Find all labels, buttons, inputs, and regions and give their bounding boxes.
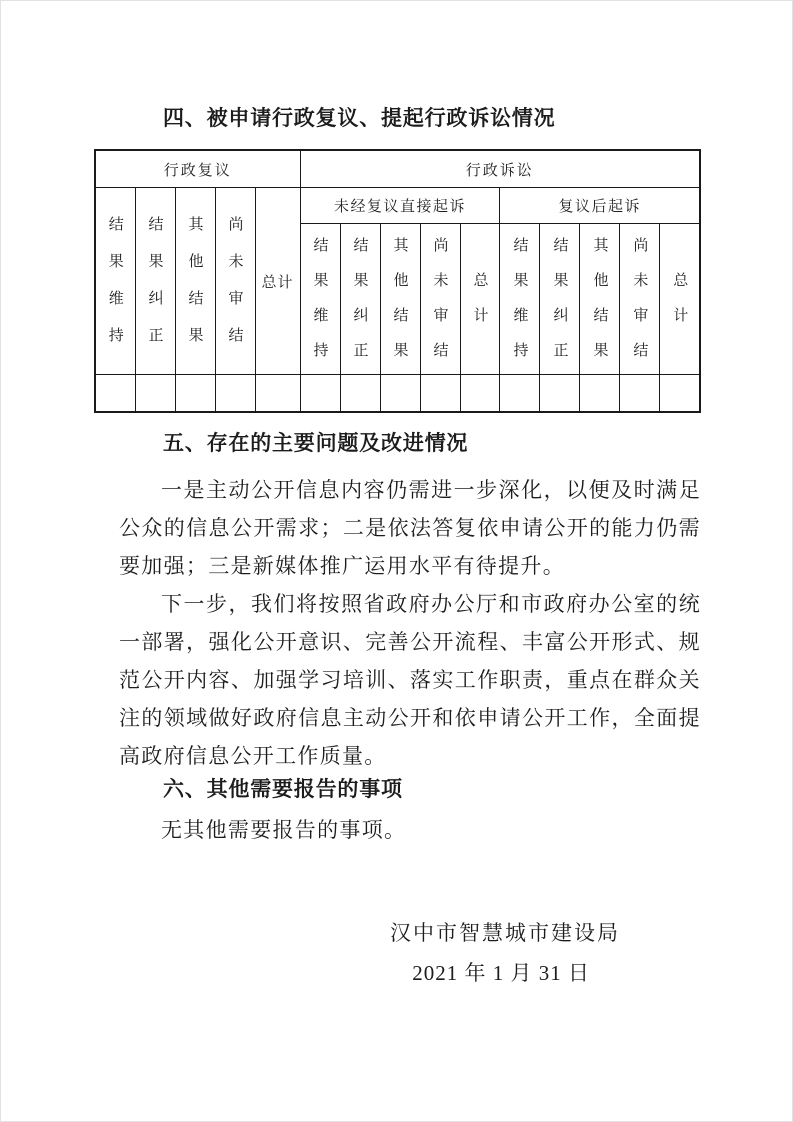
table-data-cell <box>300 375 340 413</box>
col-header-direct-result-upheld-label: 结果维持 <box>311 236 328 377</box>
col-header-direct-other-result-label: 其他结果 <box>391 236 408 377</box>
table-data-cell <box>380 375 420 413</box>
signature-date: 2021 年 1 月 31 日 <box>412 961 590 985</box>
col-header-after-result-upheld-label: 结果维持 <box>511 236 528 377</box>
col-header-after-total-label: 总计 <box>671 271 688 342</box>
paragraph-problems: 一是主动公开信息内容仍需进一步深化，以便及时满足公众的信息公开需求；二是依法答复依申请公开的能力仍需要加强；三是新媒体推广运用水平有待提升。 <box>119 478 701 578</box>
signature-organization: 汉中市智慧城市建设局 <box>390 921 620 945</box>
col-header-review-total: 总计 <box>255 188 300 375</box>
col-header-review-result-corrected <box>135 188 175 375</box>
table-data-cell <box>580 375 620 413</box>
col-header-review-result-upheld <box>95 188 135 375</box>
col-header-after-result-corrected-label: 结果纠正 <box>551 236 568 377</box>
signature-block <box>1 913 792 993</box>
group-header-administrative-litigation: 行政诉讼 <box>300 150 700 188</box>
group-header-administrative-review: 行政复议 <box>95 150 300 188</box>
review-litigation-table <box>94 149 701 413</box>
section-four-heading: 四、被申请行政复议、提起行政诉讼情况 <box>163 107 556 130</box>
section-six-body: 无其他需要报告的事项。 <box>161 818 407 842</box>
col-header-direct-result-corrected <box>340 224 380 375</box>
col-header-review-result-corrected-label: 结果纠正 <box>146 215 163 364</box>
col-header-direct-result-upheld <box>300 224 340 375</box>
table-data-cell <box>340 375 380 413</box>
col-header-review-pending-label: 尚未审结 <box>226 215 243 364</box>
paragraph-next-steps: 下一步，我们将按照省政府办公厅和市政府办公室的统一部署，强化公开意识、完善公开流程、丰富公开形式、规范公开内容、加强学习培训、落实工作职责，重点在群众关注的领域做好政府信息主动公开和依申请公开工作，全面提高政府信息公开工作质量。 <box>119 592 701 768</box>
col-header-after-other-result-label: 其他结果 <box>591 236 608 377</box>
col-header-direct-pending <box>420 224 460 375</box>
col-header-after-pending <box>620 224 660 375</box>
section-five-body <box>119 471 701 775</box>
table-data-cell <box>215 375 255 413</box>
col-header-after-pending-label: 尚未审结 <box>631 236 648 377</box>
subgroup-header-direct-lawsuit: 未经复议直接起诉 <box>300 188 500 224</box>
table-data-cell <box>135 375 175 413</box>
table-data-cell <box>460 375 500 413</box>
col-header-after-result-corrected <box>540 224 580 375</box>
col-header-direct-total-label: 总计 <box>471 271 488 342</box>
table-data-cell <box>255 375 300 413</box>
table-data-cell <box>420 375 460 413</box>
section-five-heading: 五、存在的主要问题及改进情况 <box>163 432 469 455</box>
col-header-after-result-upheld <box>500 224 540 375</box>
col-header-direct-result-corrected-label: 结果纠正 <box>351 236 368 377</box>
col-header-direct-pending-label: 尚未审结 <box>431 236 448 377</box>
col-header-after-total <box>660 224 700 375</box>
subgroup-header-lawsuit-after-review: 复议后起诉 <box>500 188 700 224</box>
col-header-after-other-result <box>580 224 620 375</box>
col-header-direct-total <box>460 224 500 375</box>
col-header-review-other-result-label: 其他结果 <box>186 215 203 364</box>
table-data-cell <box>500 375 540 413</box>
table-data-cell <box>95 375 135 413</box>
table-data-cell <box>540 375 580 413</box>
col-header-review-other-result <box>175 188 215 375</box>
section-six-heading: 六、其他需要报告的事项 <box>163 778 403 801</box>
col-header-review-pending <box>215 188 255 375</box>
table-data-cell <box>175 375 215 413</box>
table-wrapper <box>94 149 792 413</box>
col-header-review-result-upheld-label: 结果维持 <box>106 215 123 364</box>
table-data-cell <box>660 375 700 413</box>
col-header-direct-other-result <box>380 224 420 375</box>
table-data-cell <box>620 375 660 413</box>
